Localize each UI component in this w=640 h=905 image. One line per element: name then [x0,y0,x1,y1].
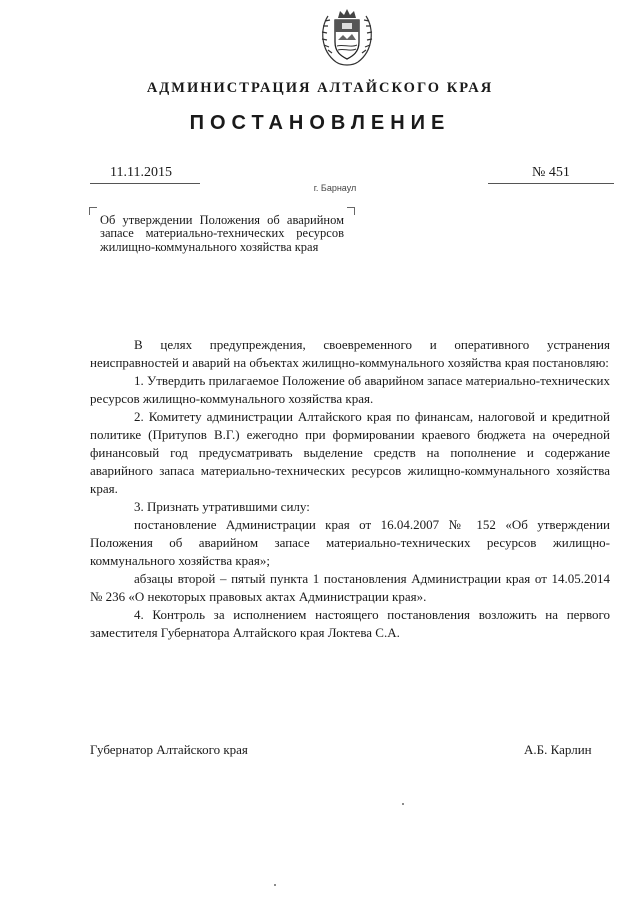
scan-speck [274,884,276,886]
document-type: ПОСТАНОВЛЕНИЕ [189,112,451,134]
scan-speck [402,803,404,805]
subject-bracket-left [89,207,97,215]
coat-of-arms-icon [316,6,378,70]
signatory-title: Губернатор Алтайского края [90,742,248,757]
item-1-paragraph: 1. Утвердить прилагаемое Положение об аварийном запасе материально-технических ресурсов жилищно-коммунального хозяйства края. [90,373,610,406]
subject-bracket-right [347,207,355,215]
item-3-paragraph: 3. Признать утратившими силу: [134,499,310,514]
item-3b-paragraph: абзацы второй – пятый пункта 1 постановления Администрации края от 14.05.2014 № 236 «О некоторых правовых актах Администрации края». [90,571,610,604]
document-body [90,336,610,642]
item-4-paragraph: 4. Контроль за исполнением настоящего постановления возложить на первого заместителя Губернатора Алтайского края Локтева С.А. [90,607,610,640]
preamble-paragraph: В целях предупреждения, своевременного и оперативного устранения неисправностей и аварий на объектах жилищно-коммунального хозяйства края постановляю: [90,337,610,370]
document-date: 11.11.2015 [110,165,172,180]
signatory-name: А.Б. Карлин [524,742,592,757]
number-underline [488,183,614,184]
organization-name: АДМИНИСТРАЦИЯ АЛТАЙСКОГО КРАЯ [146,80,494,96]
document-number: № 451 [532,165,570,180]
item-2-paragraph: 2. Комитету администрации Алтайского края по финансам, налоговой и кредитной политике (Притупов В.Г.) ежегодно при формировании краевого бюджета на очередной финансовый год предусматривать выделение средств на пополнение и содержание аварийного запаса материально-технических ресурсов жилищно-коммунального хозяйства края. [90,409,610,496]
document-city: г. Барнаул [313,183,357,193]
document-subject: Об утверждении Положения об аварийном запасе материально-технических ресурсов жилищно-коммунального хозяйства края [100,213,344,254]
item-3a-paragraph: постановление Администрации края от 16.04.2007 № 152 «Об утверждении Положения об аварийном запасе материально-технических ресурсов жилищно-коммунального хозяйства края»; [90,517,610,568]
